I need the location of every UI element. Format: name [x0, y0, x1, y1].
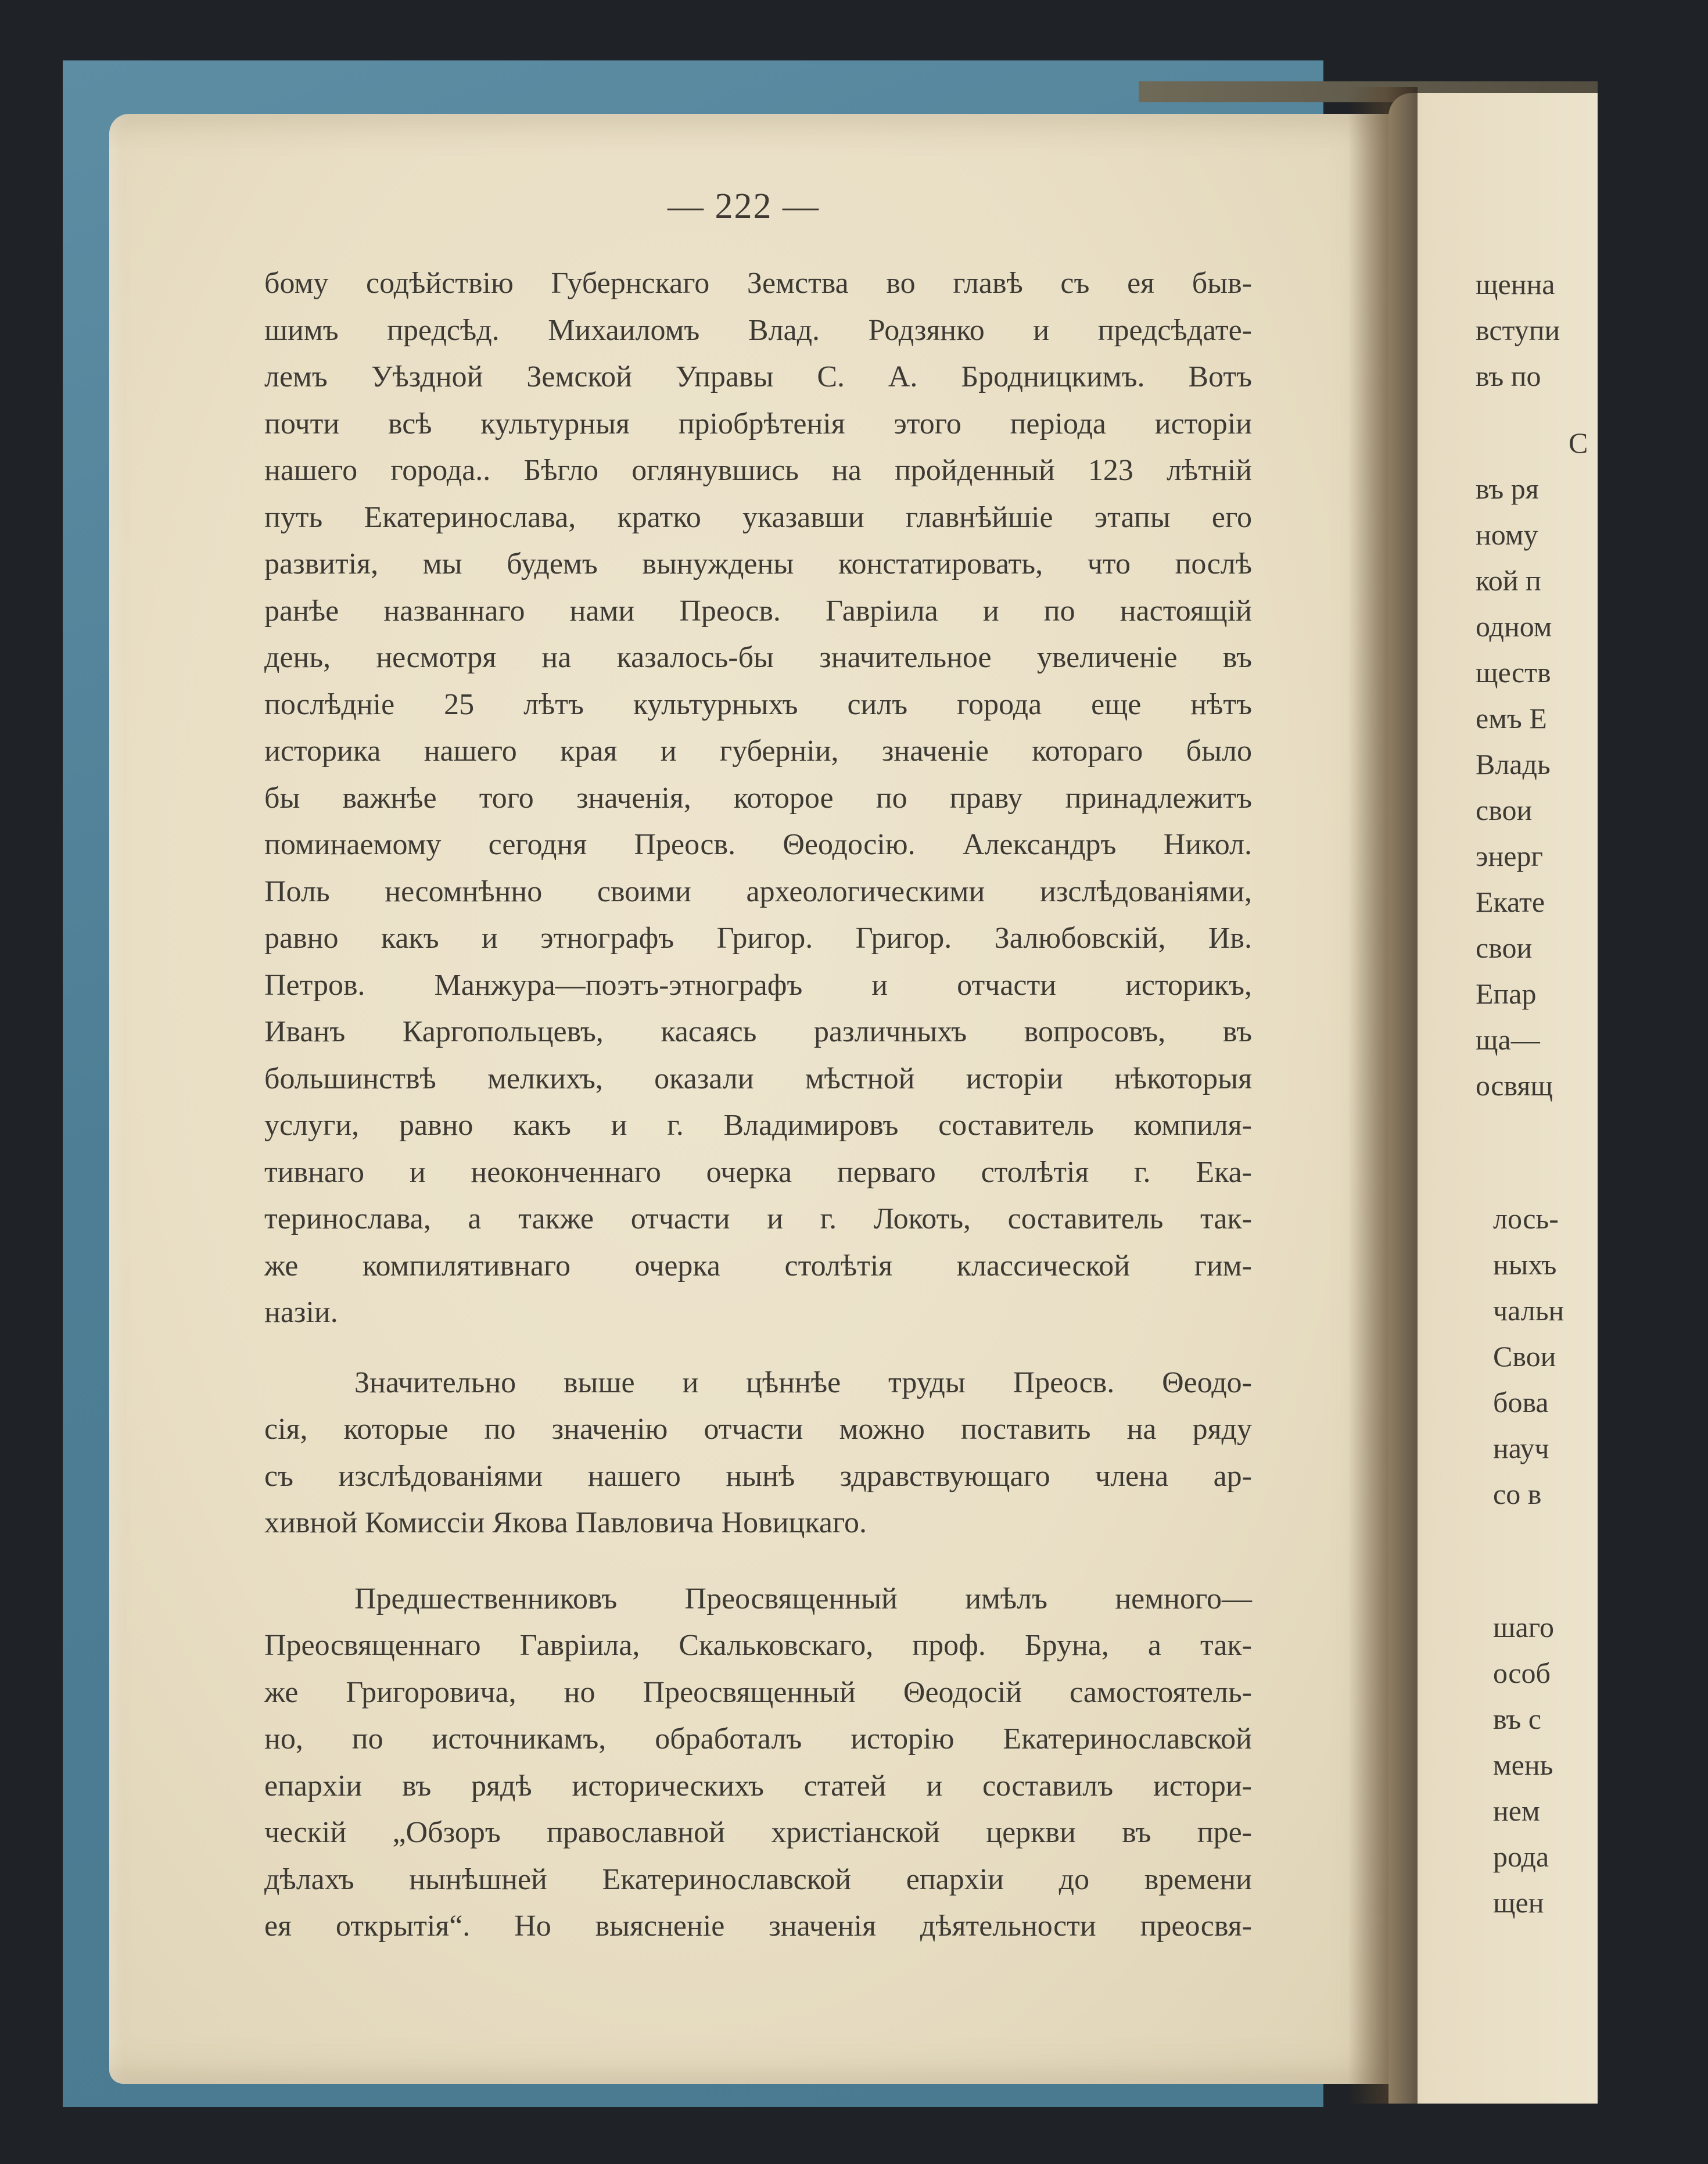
text-line: науч — [1493, 1432, 1549, 1464]
text-line: бова — [1493, 1386, 1549, 1418]
text-line: емъ Е — [1476, 702, 1547, 735]
text-line: послѣдніе 25 лѣтъ культурныхъ силъ города еще нѣтъ — [264, 687, 1252, 721]
text-line: дѣлахъ нынѣшней Екатеринославской епархіи до времени — [264, 1862, 1252, 1896]
right-block-2-body — [1476, 466, 1708, 1109]
right-block-4 — [1476, 1604, 1708, 1926]
text-line: поминаемому сегодня Преосв. Θеодосію. Александръ Никол. — [264, 828, 1252, 861]
text-line: назіи. — [264, 1296, 338, 1329]
book-gutter-shadow — [1348, 87, 1418, 2104]
text-line: особ — [1493, 1657, 1551, 1689]
text-line: но, по источникамъ, обработалъ исторію Екатеринославской — [264, 1722, 1252, 1755]
text-line: хивной Комиссіи Якова Павловича Новицкаго. — [264, 1506, 867, 1539]
text-line: освящ — [1476, 1069, 1553, 1102]
text-line: Владь — [1476, 748, 1551, 780]
text-line: Поль несомнѣнно своими археологическими изслѣдованіями, — [264, 875, 1252, 908]
text-line: рода — [1493, 1840, 1549, 1873]
right-page — [1388, 93, 1598, 2104]
text-line: ному — [1476, 518, 1538, 551]
text-line: ранѣе названнаго нами Преосв. Гавріила и по настоящій — [264, 594, 1252, 628]
text-line: бы важнѣе того значенія, которое по праву принадлежитъ — [264, 781, 1252, 815]
text-line: лось- — [1493, 1202, 1559, 1235]
text-line: ческій „Обзоръ православной христіанской церкви въ пре- — [264, 1816, 1252, 1849]
text-line: съ изслѣдованіями нашего нынѣ здравствующаго члена ар- — [264, 1459, 1252, 1493]
text-line: щенна — [1476, 268, 1555, 300]
text-line: мень — [1493, 1749, 1553, 1781]
paragraph-1 — [264, 260, 1252, 1337]
text-line: щен — [1493, 1886, 1544, 1919]
text-line: ея открытія“. Но выясненіе значенія дѣятельности преосвя- — [264, 1909, 1252, 1943]
text-line: нашего города.. Бѣгло оглянувшись на пройденный 123 лѣтній — [264, 454, 1252, 487]
left-page-text — [264, 260, 1252, 1950]
text-line: чальн — [1493, 1294, 1565, 1327]
text-line: Епар — [1476, 977, 1537, 1010]
text-line: Предшественниковъ Преосвященный имѣлъ немного— — [354, 1582, 1252, 1615]
text-line: Значительно выше и цѣннѣе труды Преосв. Θеодо- — [354, 1366, 1252, 1399]
text-line: лемъ Уѣздной Земской Управы С. А. Бродницкимъ. Вотъ — [264, 360, 1252, 393]
text-line: со в — [1493, 1478, 1542, 1510]
text-line: епархіи въ рядѣ историческихъ статей и составилъ истори- — [264, 1769, 1252, 1803]
text-line: свои — [1476, 794, 1533, 826]
text-line: Екате — [1476, 886, 1545, 918]
text-line: тивнаго и неоконченнаго очерка перваго столѣтія г. Ека- — [264, 1155, 1252, 1189]
right-block-2 — [1476, 420, 1708, 466]
text-line: свои — [1476, 931, 1533, 964]
paragraph-3 — [264, 1576, 1252, 1950]
paragraph-2 — [264, 1360, 1252, 1547]
text-line: услуги, равно какъ и г. Владимировъ составитель компиля- — [264, 1109, 1252, 1142]
text-line: Петров. Манжура—поэтъ-этнографъ и отчасти историкъ, — [264, 968, 1252, 1002]
text-line: историка нашего края и губерніи, значеніе котораго было — [264, 735, 1252, 768]
text-line: вступи — [1476, 314, 1560, 346]
text-line: кой п — [1476, 564, 1541, 597]
text-line: же Григоровича, но Преосвященный Θеодосій самостоятель- — [264, 1675, 1252, 1709]
text-line: день, несмотря на казалось-бы значительное увеличеніе въ — [264, 641, 1252, 674]
text-line: ществ — [1476, 656, 1551, 689]
right-page-text — [1476, 261, 1708, 1926]
right-block-3 — [1476, 1196, 1708, 1517]
text-line: шимъ предсѣд. Михаиломъ Влад. Родзянко и предсѣдате- — [264, 313, 1252, 347]
page-number: — 222 — — [668, 187, 820, 226]
text-line: С — [1569, 427, 1588, 459]
right-block-1 — [1476, 261, 1708, 399]
text-line: въ ря — [1476, 472, 1539, 505]
text-line: теринослава, а также отчасти и г. Локоть, составитель так- — [264, 1202, 1252, 1235]
text-line: почти всѣ культурныя пріобрѣтенія этого періода исторіи — [264, 407, 1252, 440]
text-line: ща— — [1476, 1023, 1540, 1056]
text-line: ныхъ — [1493, 1248, 1557, 1281]
text-line: Иванъ Каргопольцевъ, касаясь различныхъ вопросовъ, въ — [264, 1015, 1252, 1048]
text-line: Свои — [1493, 1340, 1556, 1373]
text-line: энерг — [1476, 840, 1543, 872]
text-line: бому содѣйствію Губернскаго Земства во главѣ съ ея быв- — [264, 267, 1252, 300]
text-line: Преосвященнаго Гавріила, Скальковскаго, проф. Бруна, а так- — [264, 1629, 1252, 1662]
text-line: шаго — [1493, 1611, 1554, 1643]
text-line: въ по — [1476, 360, 1541, 392]
text-line: развитія, мы будемъ вынуждены констатировать, что послѣ — [264, 547, 1252, 581]
text-line: въ с — [1493, 1703, 1541, 1735]
text-line: одном — [1476, 610, 1552, 643]
text-line: равно какъ и этнографъ Григор. Григор. Залюбовскій, Ив. — [264, 922, 1252, 955]
text-line: сія, которые по значенію отчасти можно поставить на ряду — [264, 1413, 1252, 1446]
text-line: большинствѣ мелкихъ, оказали мѣстной исторіи нѣкоторыя — [264, 1062, 1252, 1095]
text-line: же компилятивнаго очерка столѣтія классической гим- — [264, 1249, 1252, 1282]
text-line: нем — [1493, 1794, 1540, 1827]
text-line: путь Екатеринослава, кратко указавши главнѣйшіе этапы его — [264, 500, 1252, 534]
